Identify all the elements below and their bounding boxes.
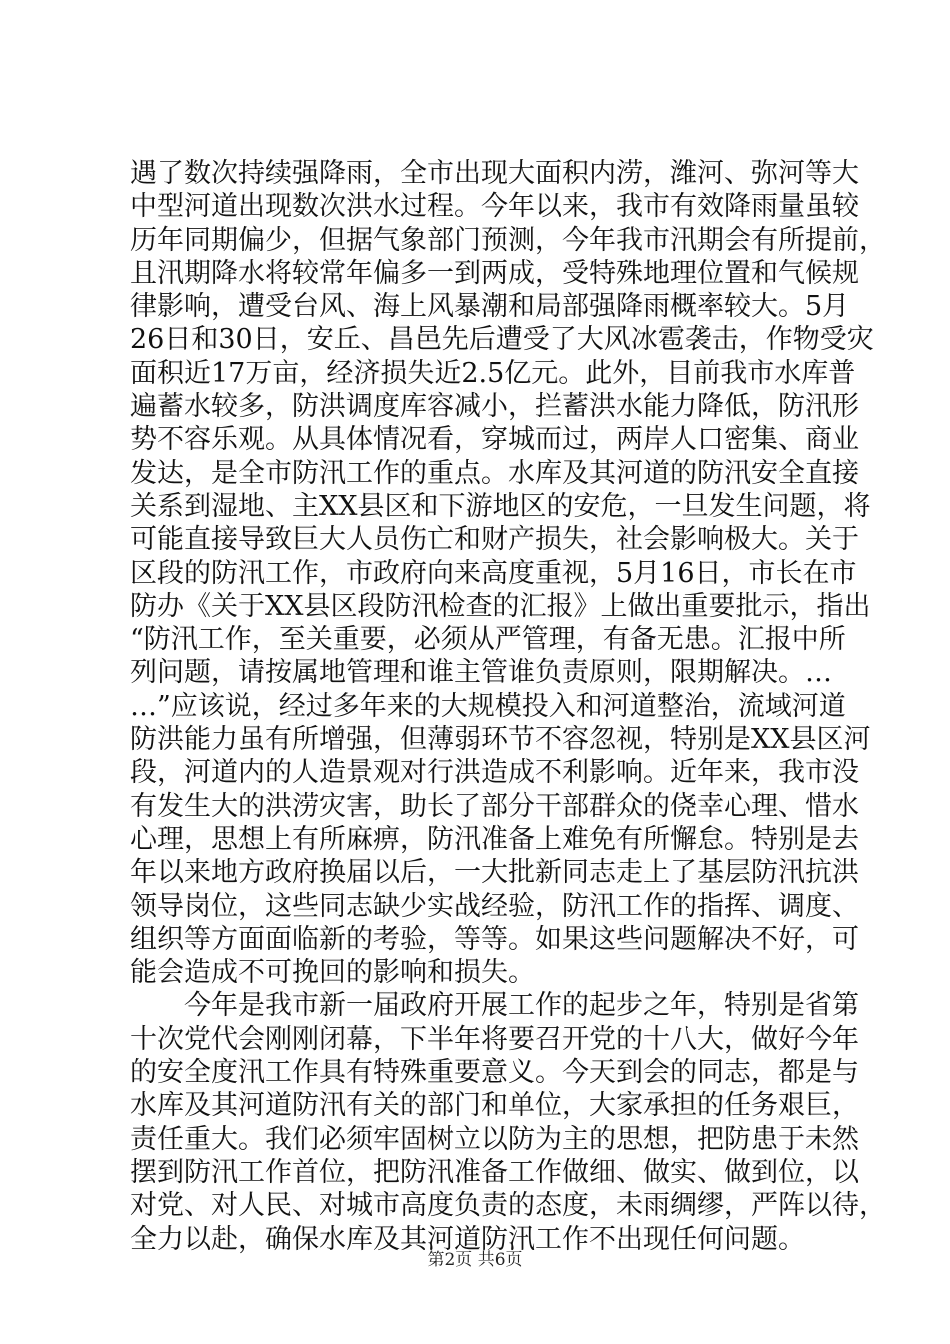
text-line: 全力以赴，确保水库及其河道防汛工作不出现任何问题。 xyxy=(130,1223,805,1255)
text-line: 十次党代会刚刚闭幕，下半年将要召开党的十八大，做好今年 xyxy=(130,1023,859,1055)
text-line: 心理，思想上有所麻痹，防汛准备上难免有所懈怠。特别是去 xyxy=(130,823,859,855)
text-line: 的安全度汛工作具有特殊重要意义。今天到会的同志，都是与 xyxy=(130,1057,859,1089)
text-line: 发达，是全市防汛工作的重点。水库及其河道的防汛安全直接 xyxy=(130,457,859,489)
text-line: 水库及其河道防汛有关的部门和单位，大家承担的任务艰巨， xyxy=(130,1090,859,1122)
text-line: 责任重大。我们必须牢固树立以防为主的思想，把防患于未然 xyxy=(130,1123,859,1155)
text-line: 中型河道出现数次洪水过程。今年以来，我市有效降雨量虽较 xyxy=(130,191,859,223)
text-line: 遇了数次持续强降雨，全市出现大面积内涝，潍河、弥河等大 xyxy=(130,158,859,189)
text-line: 组织等方面面临新的考验，等等。如果这些问题解决不好，可 xyxy=(130,923,859,955)
document-body xyxy=(130,157,886,1256)
text-line: 可能直接导致巨大人员伤亡和财产损失，社会影响极大。关于 xyxy=(130,524,859,556)
text-line: “防汛工作，至关重要，必须从严管理，有备无患。汇报中所 xyxy=(130,624,846,656)
text-line: 防洪能力虽有所增强，但薄弱环节不容忽视，特别是XX县区河 xyxy=(130,724,871,756)
text-line: 列问题，请按属地管理和谁主管谁负责原则，限期解决。… xyxy=(130,657,832,689)
text-line: …”应该说，经过多年来的大规模投入和河道整治，流域河道 xyxy=(130,690,846,722)
paragraph-first-line: 今年是我市新一届政府开展工作的起步之年，特别是省第 xyxy=(184,990,859,1022)
text-line: 摆到防汛工作首位，把防汛准备工作做细、做实、做到位，以 xyxy=(130,1156,859,1188)
text-line: 区段的防汛工作，市政府向来高度重视，5月16日，市长在市 xyxy=(130,557,857,589)
text-line: 势不容乐观。从具体情况看，穿城而过，两岸人口密集、商业 xyxy=(130,424,859,456)
page-number-label: 第2页 共6页 xyxy=(427,1250,523,1270)
text-line: 对党、对人民、对城市高度负责的态度，未雨绸缪，严阵以待， xyxy=(130,1190,886,1222)
text-line: 遍蓄水较多，防洪调度库容减小，拦蓄洪水能力降低，防汛形 xyxy=(130,391,859,423)
text-line: 防办《关于XX县区段防汛检查的汇报》上做出重要批示，指出 xyxy=(130,590,871,622)
text-line: 面积近17万亩，经济损失近2.5亿元。此外，目前我市水库普 xyxy=(130,357,856,389)
text-line: 领导岗位，这些同志缺少实战经验，防汛工作的指挥、调度、 xyxy=(130,890,859,922)
text-line: 律影响，遭受台风、海上风暴潮和局部强降雨概率较大。5月 xyxy=(130,291,850,323)
text-line: 有发生大的洪涝灾害，助长了部分干部群众的侥幸心理、惜水 xyxy=(130,790,859,822)
page-footer xyxy=(0,1248,950,1272)
text-line: 26日和30日，安丘、昌邑先后遭受了大风冰雹袭击，作物受灾 xyxy=(130,324,874,356)
text-line: 段，河道内的人造景观对行洪造成不利影响。近年来，我市没 xyxy=(130,757,859,789)
text-line: 且汛期降水将较常年偏多一到两成，受特殊地理位置和气候规 xyxy=(130,257,859,289)
text-line: 年以来地方政府换届以后，一大批新同志走上了基层防汛抗洪 xyxy=(130,857,859,889)
text-line: 能会造成不可挽回的影响和损失。 xyxy=(130,957,535,989)
text-line: 关系到湿地、主XX县区和下游地区的安危，一旦发生问题，将 xyxy=(130,490,871,522)
text-line: 历年同期偏少，但据气象部门预测，今年我市汛期会有所提前， xyxy=(130,224,886,256)
